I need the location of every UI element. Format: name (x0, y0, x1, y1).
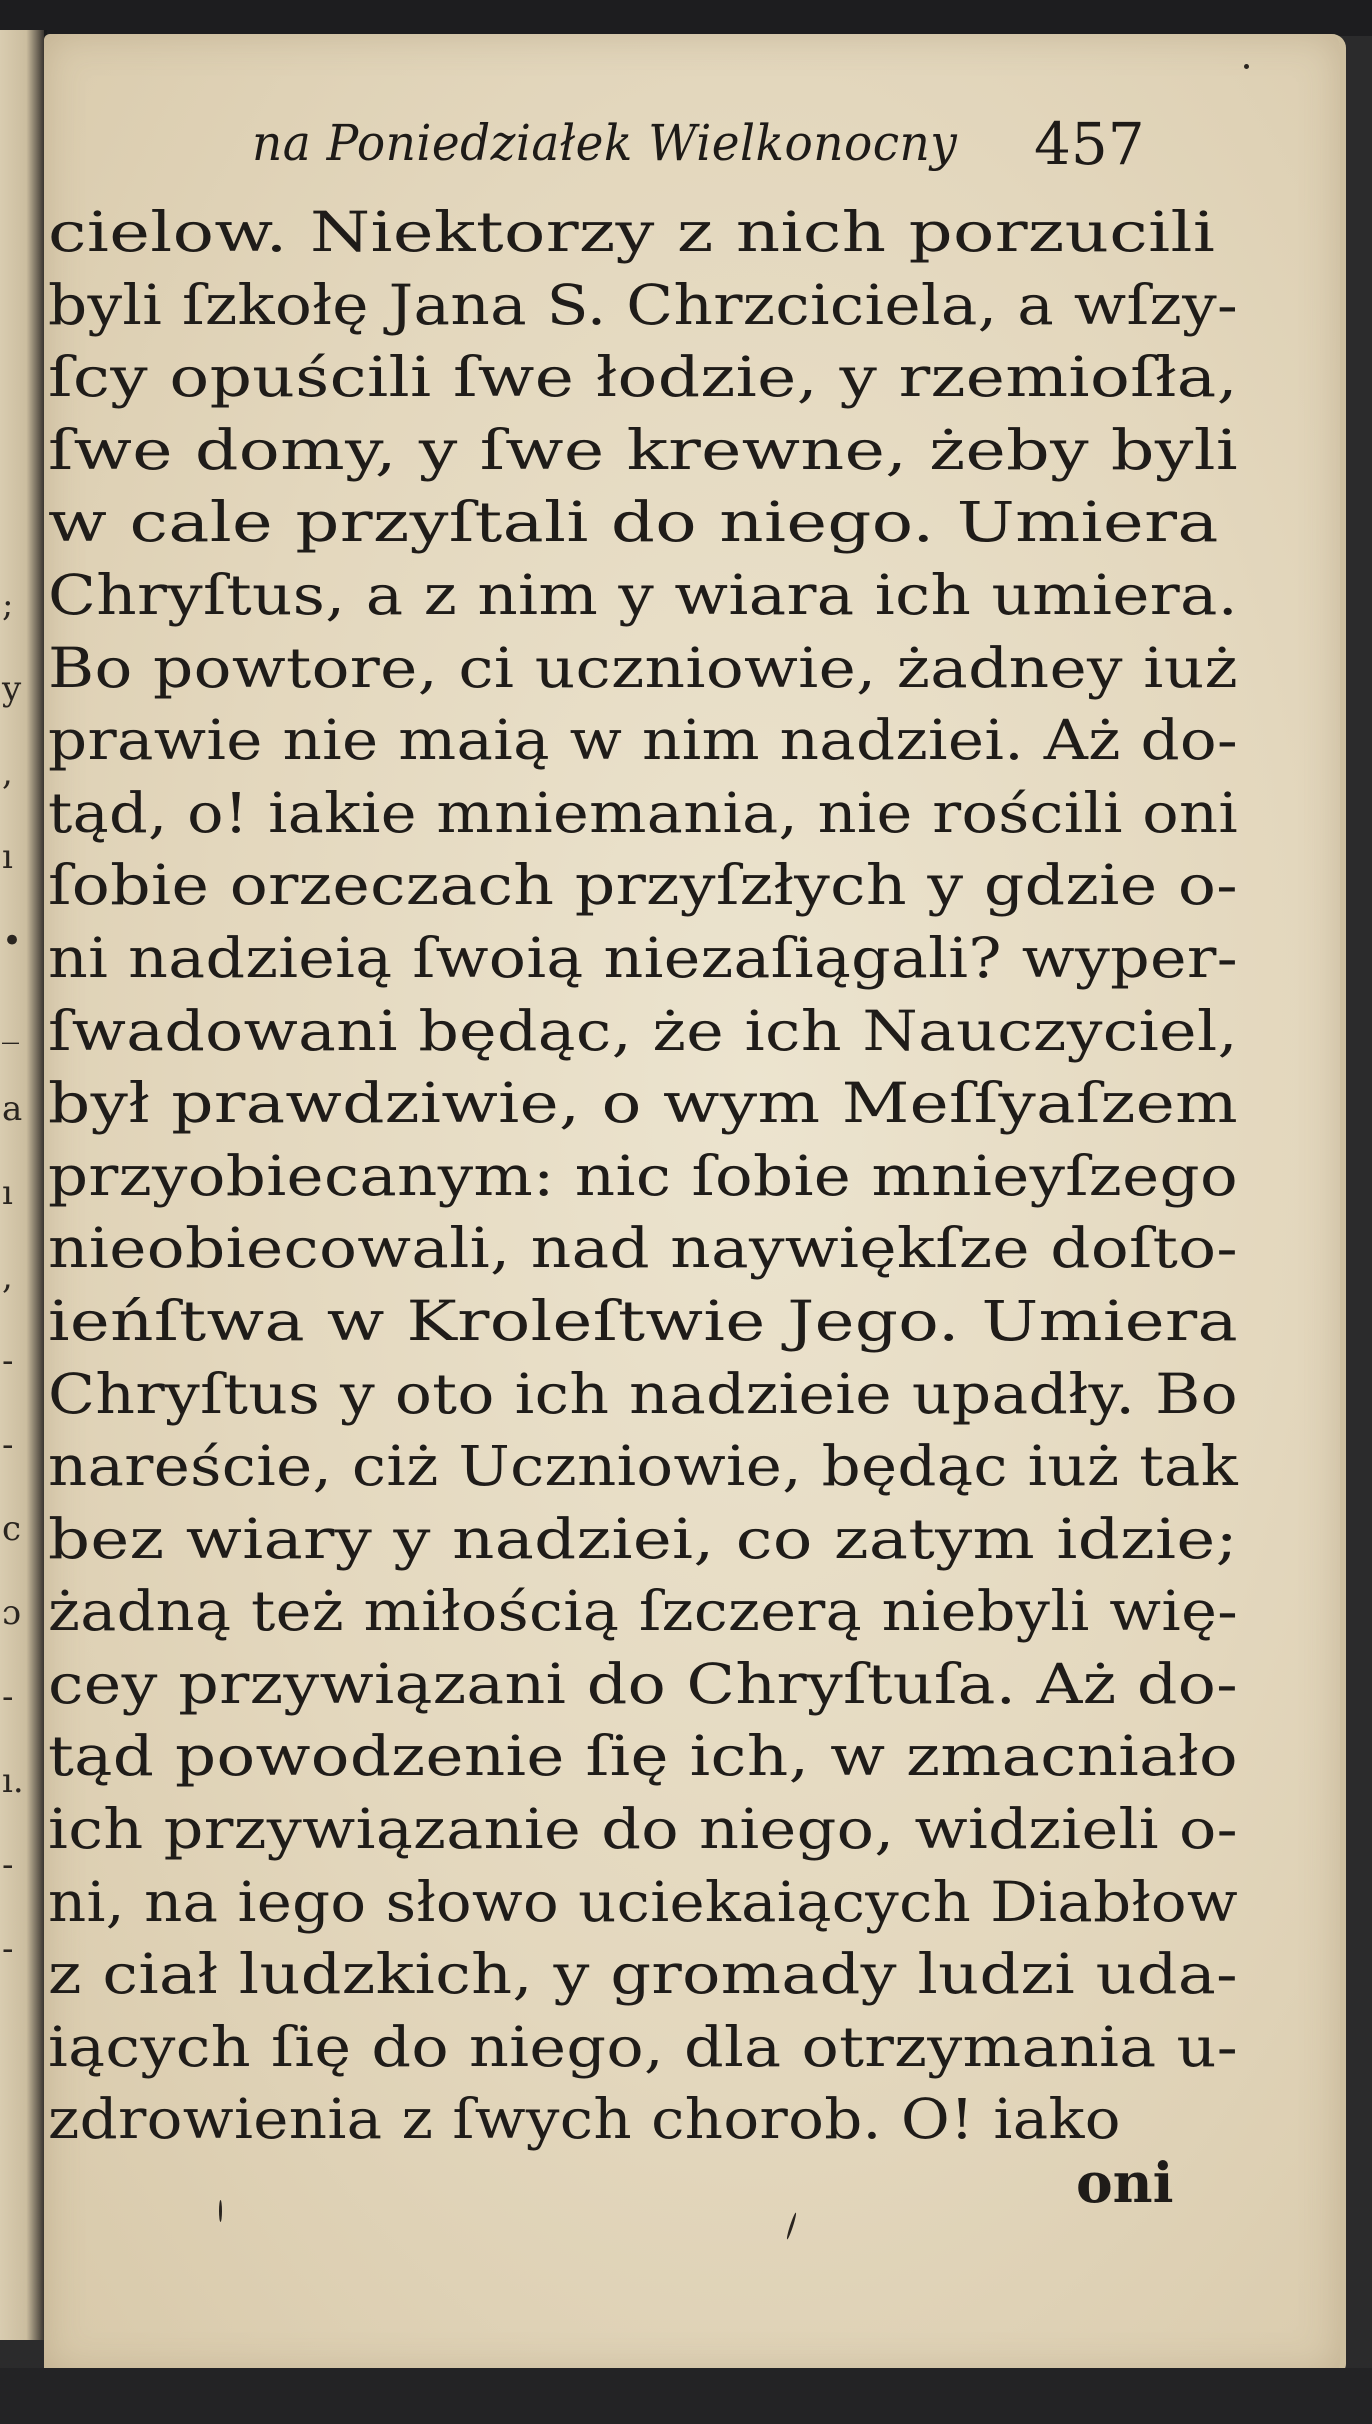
previous-page-fragment: y (2, 669, 22, 709)
previous-page-fragment: - (2, 1845, 14, 1885)
text-line-content: ni nadzieią ſwoią niezaſiągali? wyper- (48, 925, 1238, 990)
catchword: oni (1076, 2150, 1174, 2215)
page-number: 457 (1034, 110, 1145, 178)
text-line-content: cey przywiązani do Chryſtuſa. Aż do- (48, 1651, 1238, 1716)
previous-page-fragment: - (2, 1677, 14, 1717)
scan-top-edge (0, 0, 1372, 36)
ink-speck (219, 2200, 222, 2222)
text-line (48, 1212, 1238, 1285)
text-line-content: przyobiecanym: nic ſobie mnieyſzego (48, 1143, 1238, 1208)
text-line (48, 1575, 1238, 1648)
text-line-content: byli ſzkołę Jana S. Chrzciciela, a wſzy- (48, 272, 1238, 337)
previous-page-fragment: ı (2, 837, 13, 877)
text-line-content: ich przywiązanie do niego, widzieli o- (48, 1797, 1238, 1862)
ink-speck (1244, 64, 1249, 69)
text-line-content: Chryſtus, a z nim y wiara ich umiera. (48, 562, 1238, 627)
text-line-content: zdrowienia z ſwych chorob. O! iako (48, 2087, 1121, 2152)
text-line (48, 559, 1238, 632)
text-line-content: tąd powodzenie ſię ich, w zmacniało (48, 1724, 1238, 1789)
body-text (48, 196, 1238, 2156)
running-head: na Poniedziałek Wielkonocny (252, 114, 958, 172)
text-line-content: bez wiary y nadziei, co zatym idzie; (48, 1506, 1238, 1571)
scan-bottom-edge (0, 2368, 1372, 2424)
previous-page-fragment: - (2, 1929, 14, 1969)
text-line (48, 995, 1238, 1068)
text-line-content: ſwe domy, y ſwe krewne, żeby byli (48, 417, 1238, 482)
text-line-content: żadną też miłością ſzczerą niebyli wię- (48, 1579, 1238, 1644)
text-line-content: ſobie orzeczach przyſzłych y gdzie o- (48, 853, 1238, 918)
previous-page-fragment: , (2, 753, 13, 793)
text-line (48, 1067, 1238, 1140)
previous-page-fragment: c (2, 1509, 22, 1549)
text-line (48, 2083, 1238, 2156)
text-line (48, 341, 1238, 414)
text-line (48, 1648, 1238, 1721)
text-line-content: prawie nie maią w nim nadziei. Aż do- (48, 708, 1238, 773)
text-line-content: iących ſię do niego, dla otrzymania u- (48, 2014, 1238, 2079)
text-line (48, 414, 1238, 487)
text-line (48, 922, 1238, 995)
previous-page-fragment: - (2, 1341, 14, 1381)
text-line-content: ni, na iego słowo uciekaiących Diabłow (48, 1869, 1238, 1934)
text-line (48, 849, 1238, 922)
text-line-content: tąd, o! iakie mniemania, nie rościli oni (48, 780, 1238, 845)
text-line (48, 1358, 1238, 1431)
text-line (48, 1503, 1238, 1576)
previous-page-fragment: ı (2, 1173, 13, 1213)
text-line-content: cielow. Niektorzy z nich porzucili (48, 200, 1216, 264)
text-line-content: ſcy opuścili ſwe łodzie, y rzemioſła, (48, 345, 1238, 410)
text-line (48, 1793, 1238, 1866)
ink-speck (786, 2212, 798, 2240)
page-header (204, 104, 1204, 204)
text-line-content: ieńſtwa w Kroleſtwie Jego. Umiera (48, 1288, 1238, 1353)
text-line-content: z ciał ludzkich, y gromady ludzi uda- (48, 1942, 1238, 2007)
previous-page-fragment: ı. (2, 1761, 24, 1801)
text-line-content: Chryſtus y oto ich nadzieie upadły. Bo (48, 1361, 1238, 1426)
text-line (48, 1938, 1238, 2011)
text-line (48, 269, 1238, 342)
book-page (44, 34, 1346, 2374)
text-line-content: w cale przyſtali do niego. Umiera (48, 490, 1219, 555)
text-line (48, 777, 1238, 850)
text-line (48, 704, 1238, 777)
previous-page-fragment: • (2, 921, 23, 961)
text-line (48, 486, 1238, 559)
text-line-content: nareście, ciż Uczniowie, będąc iuż tak (48, 1434, 1238, 1499)
text-line (48, 1140, 1238, 1213)
previous-page-fragment: _ (2, 1005, 19, 1045)
text-line (48, 1430, 1238, 1503)
text-line (48, 196, 1238, 269)
text-line-content: był prawdziwie, o wym Meſſyaſzem (48, 1071, 1238, 1136)
text-line (48, 1285, 1238, 1358)
previous-page-fragment: , (2, 1257, 13, 1297)
text-line (48, 1866, 1238, 1939)
text-line-content: nieobiecowali, nad naywiękſze doſto- (48, 1216, 1238, 1281)
text-line (48, 632, 1238, 705)
text-line (48, 2011, 1238, 2084)
previous-page-fragment: a (2, 1089, 23, 1129)
previous-page-edge (0, 30, 47, 2340)
previous-page-fragment: - (2, 1425, 14, 1465)
text-line-content: Bo powtore, ci uczniowie, żadney iuż (48, 635, 1238, 700)
previous-page-fragment: ɔ (2, 1593, 22, 1633)
text-line-content: ſwadowani będąc, że ich Nauczyciel, (48, 998, 1238, 1063)
previous-page-fragment: ; (2, 585, 14, 625)
text-line (48, 1720, 1238, 1793)
